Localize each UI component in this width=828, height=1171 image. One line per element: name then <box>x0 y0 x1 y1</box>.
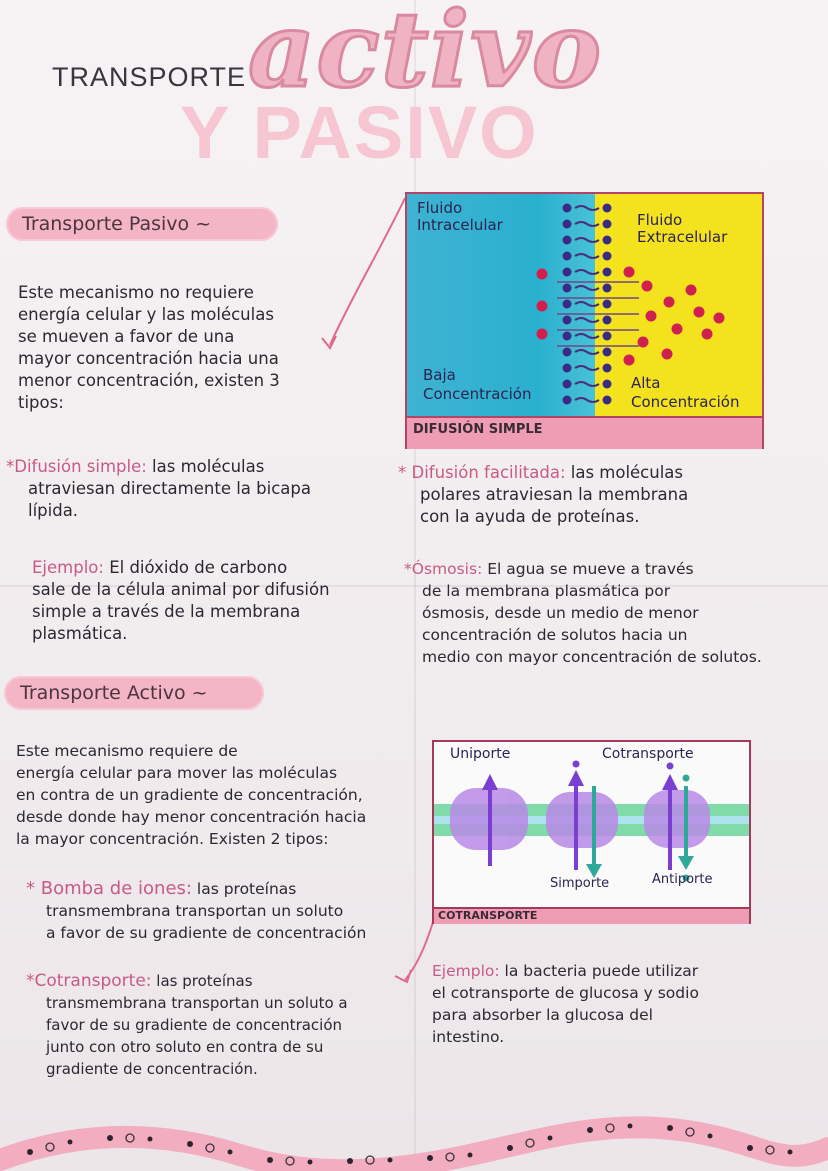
diagram-cotransporte <box>432 740 751 924</box>
difusion-facilitada-line: polares atraviesan la membrana <box>420 485 689 504</box>
activo-intro-line: la mayor concentración. Existen 2 tipos: <box>16 830 329 848</box>
cotransporte-line: transmembrana transportan un soluto a <box>46 994 348 1012</box>
label-antiporte: Antiporte <box>652 872 713 887</box>
pasivo-intro-line: Este mecanismo no requiere <box>18 283 254 302</box>
ejemplo-pasivo-term: Ejemplo: <box>32 558 104 577</box>
ejemplo-activo-line: intestino. <box>432 1028 505 1046</box>
ejemplo-pasivo-line: sale de la célula animal por difusión <box>32 580 330 599</box>
difusion-simple-block <box>6 456 366 522</box>
label-extra-line: Fluido <box>637 211 683 229</box>
title-y-pasivo: Y PASIVO <box>180 91 539 174</box>
osmosis-text: El agua se mueve a través <box>482 560 694 578</box>
bomba-iones-line: a favor de su gradiente de concentración <box>46 924 367 942</box>
difusion-simple-line: lípida. <box>28 501 79 520</box>
diagram2-footer-label: COTRANSPORTE <box>438 909 538 922</box>
bomba-iones-block <box>26 878 406 944</box>
activo-intro-line: desde donde hay menor concentración hacia <box>16 808 367 826</box>
osmosis-line: ósmosis, desde un medio de menor <box>422 604 699 622</box>
ejemplo-activo-term: Ejemplo: <box>432 962 500 980</box>
heading-transporte-pasivo <box>6 207 278 241</box>
label-intra-line: Fluido <box>417 199 463 217</box>
label-baja-line: Concentración <box>423 385 532 403</box>
diagram2-footer <box>434 907 749 924</box>
ejemplo-pasivo-text: El dióxido de carbono <box>103 558 288 577</box>
cotransporte-term: *Cotransporte: <box>26 971 152 991</box>
ejemplo-pasivo-line: simple a través de la membrana <box>32 602 301 621</box>
diagram1-footer <box>407 416 762 449</box>
label-extra-line: Extracelular <box>637 228 728 246</box>
cotransporte-line: gradiente de concentración. <box>46 1060 258 1078</box>
osmosis-block <box>404 558 824 668</box>
activo-intro-line: energía celular para mover las moléculas <box>16 764 338 782</box>
label-simporte: Simporte <box>550 876 610 891</box>
difusion-facilitada-line: con la ayuda de proteínas. <box>420 507 640 526</box>
ejemplo-activo-line: para absorber la glucosa del <box>432 1006 653 1024</box>
difusion-simple-text: las moléculas <box>146 457 265 476</box>
decorative-wave-border <box>0 1060 828 1171</box>
label-uniporte: Uniporte <box>450 746 511 762</box>
activo-intro-line: en contra de un gradiente de concentración, <box>16 786 363 804</box>
label-cotransporte: Cotransporte <box>602 746 694 762</box>
bomba-iones-line: transmembrana transportan un soluto <box>46 902 344 920</box>
label-baja-line: Baja <box>423 366 456 384</box>
title-activo: activo <box>248 0 603 111</box>
pasivo-intro-line: energía celular y las moléculas <box>18 305 274 324</box>
label-alta-line: Alta <box>631 374 661 392</box>
label-baja-concentracion <box>423 366 531 404</box>
pasivo-intro-line: menor concentración, existen 3 <box>18 371 280 390</box>
pasivo-intro-line: mayor concentración hacia una <box>18 349 279 368</box>
pasivo-intro <box>18 282 318 414</box>
pasivo-intro-line: tipos: <box>18 393 64 412</box>
osmosis-line: concentración de solutos hacia un <box>422 626 688 644</box>
label-alta-line: Concentración <box>631 393 740 411</box>
diagram1-footer-label: DIFUSIÓN SIMPLE <box>413 422 543 437</box>
difusion-simple-line: atraviesan directamente la bicapa <box>28 479 311 498</box>
ejemplo-activo-text: la bacteria puede utilizar <box>499 962 699 980</box>
activo-intro <box>16 740 416 850</box>
pasivo-intro-line: se mueven a favor de una <box>18 327 235 346</box>
difusion-facilitada-text: las moléculas <box>565 463 684 482</box>
activo-intro-line: Este mecanismo requiere de <box>16 742 238 760</box>
bomba-iones-text: las proteínas <box>191 880 297 898</box>
label-intra-line: Intracelular <box>417 216 503 234</box>
heading-transporte-pasivo-text: Transporte Pasivo ~ <box>22 213 212 235</box>
osmosis-term: *Ósmosis: <box>404 560 483 578</box>
label-alta-concentracion <box>631 374 739 412</box>
osmosis-line: de la membrana plasmática por <box>422 582 671 600</box>
heading-transporte-activo <box>4 676 264 710</box>
cotransporte-text: las proteínas <box>151 972 253 990</box>
ejemplo-activo-line: el cotransporte de glucosa y sodio <box>432 984 699 1002</box>
difusion-facilitada-term: * Difusión facilitada: <box>398 463 566 482</box>
cotransporte-line: favor de su gradiente de concentración <box>46 1016 343 1034</box>
title-transporte: TRANSPORTE <box>52 62 247 92</box>
label-fluido-extracelular <box>637 212 727 246</box>
difusion-simple-term: *Difusión simple: <box>6 457 147 476</box>
heading-transporte-activo-text: Transporte Activo ~ <box>20 682 208 704</box>
ejemplo-activo-block <box>432 960 812 1048</box>
label-fluido-intracelular <box>417 200 503 234</box>
diagram-difusion-simple <box>405 192 764 449</box>
difusion-facilitada-block <box>398 462 818 528</box>
ejemplo-pasivo-line: plasmática. <box>32 624 128 643</box>
cotransporte-line: junto con otro soluto en contra de su <box>46 1038 324 1056</box>
osmosis-line: medio con mayor concentración de solutos. <box>422 648 762 666</box>
bomba-iones-term: * Bomba de iones: <box>26 878 192 899</box>
ejemplo-pasivo-block <box>32 557 372 645</box>
